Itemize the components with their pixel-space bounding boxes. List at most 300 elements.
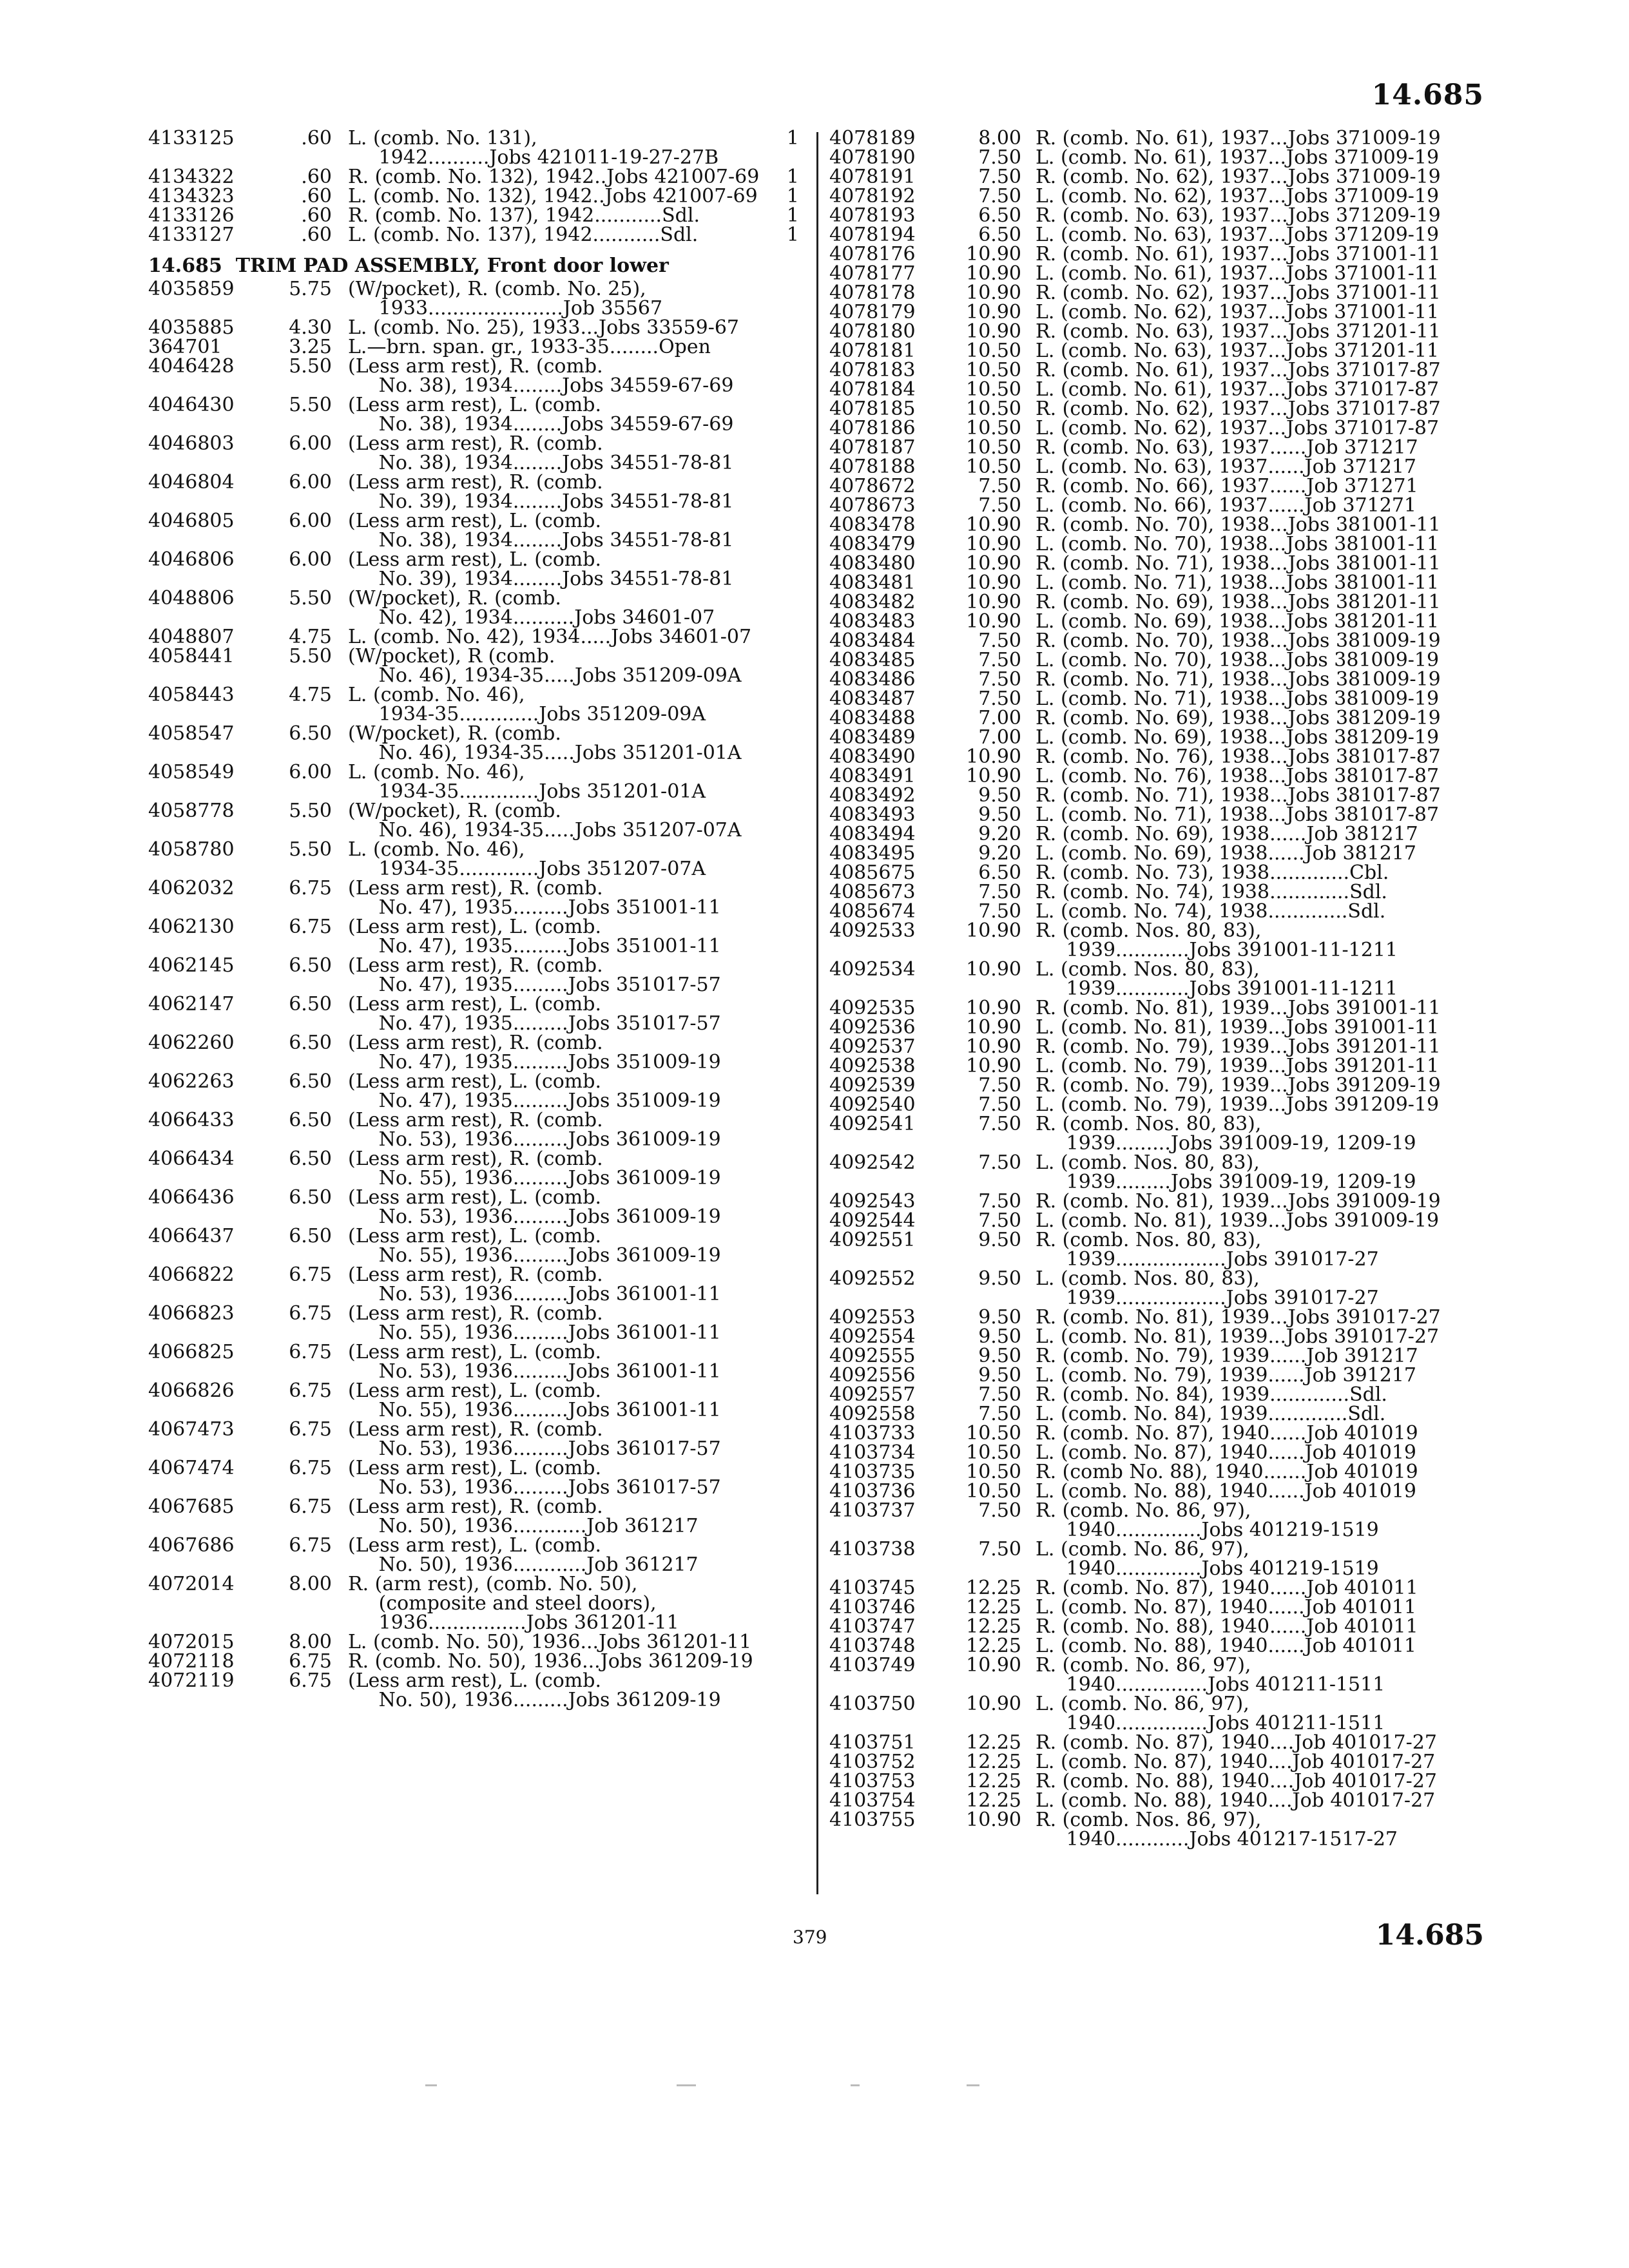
- entry-line: [829, 997, 1441, 1019]
- price: 7.50: [978, 629, 1021, 652]
- price: 7.50: [978, 649, 1021, 671]
- entry-line: [148, 550, 799, 570]
- part-number: 4083480: [829, 552, 916, 575]
- entry-line: [829, 902, 1435, 921]
- entry-line: [829, 204, 1441, 227]
- part-number: 4085673: [829, 881, 916, 903]
- parts-entry: [829, 863, 1435, 883]
- part-number: 4103745: [829, 1577, 916, 1599]
- part-number: 4103752: [829, 1751, 916, 1773]
- price: 12.25: [966, 1770, 1021, 1792]
- part-number: 4083483: [829, 610, 916, 633]
- price: 6.75: [289, 1264, 332, 1286]
- price: 10.90: [966, 282, 1021, 304]
- part-number: 4062032: [148, 877, 235, 899]
- entry-line: [148, 1285, 799, 1304]
- part-number: 4078186: [829, 417, 916, 439]
- price: 10.90: [966, 1693, 1021, 1715]
- price: 9.50: [978, 1306, 1021, 1329]
- entry-line: [829, 359, 1441, 381]
- price: 10.50: [966, 1480, 1021, 1503]
- part-number: 4083491: [829, 765, 916, 787]
- part-number: 4134323: [148, 185, 235, 207]
- parts-entry: [148, 589, 799, 628]
- parts-entry: [829, 1811, 1435, 1849]
- entry-line: [148, 1401, 799, 1420]
- entry-line: [829, 745, 1441, 768]
- description: 1942..........Jobs 421011-19-27-27B: [348, 146, 719, 169]
- part-number: 4092537: [829, 1035, 916, 1058]
- part-number: 4058443: [148, 684, 235, 706]
- entry-line: [148, 782, 799, 802]
- description: No. 46), 1934-35.....Jobs 351201-01A: [348, 742, 742, 764]
- parts-entry: [829, 707, 1441, 729]
- parts-entry: [829, 1016, 1440, 1039]
- parts-entry: [829, 844, 1435, 863]
- parts-entry: [148, 1671, 799, 1710]
- entry-line: [148, 168, 799, 187]
- description: L. (comb. No. 63), 1937...Jobs 371209-19: [1036, 224, 1440, 246]
- description: L. (comb. No. 25), 1933...Jobs 33559-67: [348, 316, 740, 339]
- description: R. (comb. Nos. 80, 83),: [1036, 919, 1262, 942]
- entry-line: [148, 589, 799, 608]
- entry-line: [829, 1521, 1435, 1540]
- parts-entry: [829, 301, 1440, 323]
- price: 7.50: [978, 475, 1021, 497]
- entry-line: [829, 707, 1441, 729]
- price: 7.50: [978, 1190, 1021, 1213]
- parts-entry: [829, 649, 1440, 671]
- price: 6.75: [289, 1302, 332, 1325]
- part-number: 4066434: [148, 1148, 235, 1170]
- entry-line: [148, 647, 799, 666]
- entry-line: [829, 726, 1440, 749]
- description: No. 38), 1934........Jobs 34551-78-81: [348, 529, 734, 552]
- parts-entry: [829, 1656, 1435, 1695]
- description: L. (comb. No. 70), 1938...Jobs 381001-11: [1036, 533, 1440, 555]
- price: 7.50: [978, 668, 1021, 691]
- description: R. (comb. No. 62), 1937...Jobs 371001-11: [1036, 282, 1441, 304]
- description: L. (comb. No. 46),: [348, 838, 525, 861]
- price: 7.50: [978, 494, 1021, 517]
- part-number: 4066825: [148, 1341, 235, 1363]
- price: 6.50: [289, 1070, 332, 1093]
- parts-entry: [148, 1420, 799, 1459]
- part-number: 4078179: [829, 301, 916, 323]
- part-number: 4103737: [829, 1499, 916, 1522]
- parts-entry: [829, 960, 1435, 999]
- entry-line: [829, 1366, 1435, 1385]
- entry-line: [148, 434, 799, 454]
- part-number: 4103733: [829, 1422, 916, 1445]
- entry-line: [148, 415, 799, 434]
- price: 7.50: [978, 881, 1021, 903]
- entry-line: [829, 1830, 1435, 1849]
- entry-line: [829, 1134, 1435, 1153]
- price: 7.50: [978, 1093, 1021, 1116]
- entry-line: [148, 744, 799, 763]
- parts-entry: [829, 1231, 1435, 1269]
- part-number: 4083493: [829, 803, 916, 826]
- parts-entry: [148, 995, 799, 1033]
- scan-speck: [677, 2084, 696, 2086]
- part-number: 4092555: [829, 1345, 916, 1367]
- description: L. (comb. No. 62), 1937...Jobs 371001-11: [1036, 301, 1440, 323]
- parts-entry: [829, 282, 1441, 304]
- price: 9.50: [978, 803, 1021, 826]
- parts-entry: [829, 668, 1441, 691]
- entry-line: [829, 1482, 1435, 1501]
- price: 8.00: [978, 127, 1021, 149]
- parts-entry: [829, 496, 1435, 515]
- price: 10.90: [966, 262, 1021, 285]
- part-number: 4078190: [829, 146, 916, 169]
- description: 1934-35.............Jobs 351209-09A: [348, 703, 706, 726]
- parts-entry: [148, 1111, 799, 1149]
- description: (Less arm rest), R. (comb.: [348, 1148, 603, 1170]
- part-number: 4103753: [829, 1770, 916, 1792]
- entry-line: [148, 318, 799, 338]
- description: L. (comb. No. 81), 1939...Jobs 391001-11: [1036, 1016, 1440, 1039]
- parts-entry: [148, 1652, 799, 1671]
- price: 12.25: [966, 1751, 1021, 1773]
- price: 10.90: [966, 1035, 1021, 1058]
- entry-line: [829, 1074, 1441, 1097]
- description: 1940..............Jobs 401219-1519: [1036, 1519, 1379, 1541]
- part-number: 4078180: [829, 320, 916, 343]
- entry-line: [829, 262, 1440, 285]
- price: 10.50: [966, 436, 1021, 459]
- part-number: 4046805: [148, 510, 235, 532]
- entry-line: [829, 1385, 1435, 1405]
- entry-line: [829, 825, 1435, 844]
- entry-line: [829, 1231, 1435, 1250]
- parts-entry: [829, 1209, 1440, 1232]
- description: L.—brn. span. gr., 1933-35........Open: [348, 336, 711, 358]
- description: R. (comb. No. 88), 1940....Job 401017-27: [1036, 1770, 1437, 1792]
- parts-entry: [829, 1617, 1435, 1637]
- price: 5.50: [289, 645, 332, 668]
- part-number: 4062147: [148, 993, 235, 1015]
- entry-line: [148, 1575, 799, 1594]
- description: R. (comb. No. 63), 1937...Jobs 371209-19: [1036, 204, 1441, 227]
- entry-line: [829, 1733, 1435, 1753]
- part-number: 4085674: [829, 900, 916, 923]
- parts-entry: [829, 784, 1441, 807]
- price: 10.90: [966, 610, 1021, 633]
- description: No. 53), 1936.........Jobs 361017-57: [348, 1476, 721, 1499]
- description: R. (comb. No. 61), 1937...Jobs 371001-11: [1036, 243, 1441, 265]
- description: (Less arm rest), L. (comb.: [348, 548, 601, 571]
- part-number: 4103738: [829, 1538, 916, 1561]
- part-number: 4103747: [829, 1615, 916, 1638]
- description: L. (comb. No. 69), 1938...Jobs 381201-11: [1036, 610, 1440, 633]
- price: 9.50: [978, 1229, 1021, 1251]
- parts-entry: [148, 1227, 799, 1265]
- part-number: 4092539: [829, 1074, 916, 1097]
- description: (Less arm rest), R. (comb.: [348, 877, 603, 899]
- entry-line: [148, 724, 799, 744]
- entry-line: [829, 687, 1440, 710]
- parts-entry: [829, 687, 1440, 710]
- entry-line: [829, 1269, 1435, 1289]
- quantity: 1: [786, 127, 799, 149]
- entry-line: [829, 1093, 1440, 1116]
- entry-line: [829, 533, 1440, 555]
- part-number: 4083487: [829, 687, 916, 710]
- page-number: 379: [793, 1927, 827, 1948]
- part-number: 4092534: [829, 958, 916, 981]
- description: No. 46), 1934-35.....Jobs 351209-09A: [348, 664, 742, 687]
- part-number: 4092554: [829, 1325, 916, 1348]
- price: .60: [301, 224, 332, 246]
- parts-entry: [829, 398, 1441, 420]
- entry-line: [148, 148, 799, 168]
- entry-line: [148, 918, 799, 937]
- description: L. (comb. No. 63), 1937......Job 371217: [1036, 456, 1417, 478]
- description: R. (comb. Nos. 80, 83),: [1036, 1113, 1262, 1135]
- description: R. (comb. Nos. 86, 97),: [1036, 1809, 1262, 1831]
- entry-line: [829, 1714, 1435, 1733]
- page-footer-number: 14.685: [1375, 1919, 1484, 1952]
- price: 12.25: [966, 1577, 1021, 1599]
- parts-entry: [829, 572, 1440, 594]
- description: R. (comb. No. 69), 1938...Jobs 381201-11: [1036, 591, 1441, 613]
- entry-line: [829, 1695, 1435, 1714]
- description: No. 55), 1936.........Jobs 361001-11: [348, 1399, 721, 1421]
- entry-line: [829, 398, 1441, 420]
- parts-entry: [148, 206, 799, 226]
- description: No. 38), 1934........Jobs 34559-67-69: [348, 374, 734, 397]
- part-number: 4046804: [148, 471, 235, 494]
- part-number: 4062260: [148, 1032, 235, 1054]
- entry-line: [148, 1246, 799, 1265]
- description: (Less arm rest), L. (comb.: [348, 1341, 601, 1363]
- entry-line: [829, 784, 1441, 807]
- part-number: 4092558: [829, 1403, 916, 1425]
- price: 10.50: [966, 456, 1021, 478]
- price: 12.25: [966, 1731, 1021, 1754]
- description: L. (comb. No. 87), 1940....Job 401017-27: [1036, 1751, 1436, 1773]
- part-number: 4103748: [829, 1635, 916, 1657]
- description: (Less arm rest), R. (comb.: [348, 1418, 603, 1441]
- part-number: 4103755: [829, 1809, 916, 1831]
- parts-entry: [148, 318, 799, 338]
- entry-line: [829, 552, 1441, 575]
- price: .60: [301, 127, 332, 149]
- part-number: 4134322: [148, 166, 235, 188]
- description: R. (comb. No. 62), 1937...Jobs 371017-87: [1036, 398, 1441, 420]
- entry-line: [148, 666, 799, 686]
- part-number: 4078178: [829, 282, 916, 304]
- entry-line: [829, 863, 1435, 883]
- description: L. (comb. No. 88), 1940....Job 401017-27: [1036, 1789, 1436, 1812]
- price: 10.50: [966, 359, 1021, 381]
- price: 7.50: [978, 1383, 1021, 1406]
- price: 10.90: [966, 765, 1021, 787]
- entry-line: [829, 803, 1440, 826]
- entry-line: [829, 1405, 1435, 1424]
- description: No. 53), 1936.........Jobs 361001-11: [348, 1283, 721, 1305]
- description: (Less arm rest), L. (comb.: [348, 1534, 601, 1557]
- parts-entry: [829, 378, 1440, 401]
- parts-entry: [148, 338, 799, 357]
- entry-line: [829, 1772, 1435, 1791]
- price: 9.50: [978, 1345, 1021, 1367]
- part-number: 4085675: [829, 861, 916, 884]
- parts-entry: [148, 1381, 799, 1420]
- part-number: 4083486: [829, 668, 916, 691]
- price: 10.90: [966, 1654, 1021, 1677]
- entry-line: [148, 1053, 799, 1072]
- price: 9.20: [978, 842, 1021, 865]
- description: L. (comb. No. 62), 1937...Jobs 371009-19: [1036, 185, 1440, 207]
- part-number: 4083489: [829, 726, 916, 749]
- entry-line: [829, 457, 1435, 477]
- part-number: 4092544: [829, 1209, 916, 1232]
- parts-entry: [148, 550, 799, 589]
- part-number: 4066433: [148, 1109, 235, 1131]
- description: L. (comb. No. 79), 1939......Job 391217: [1036, 1364, 1417, 1387]
- entry-line: [829, 668, 1441, 691]
- entry-line: [829, 1443, 1435, 1463]
- entry-line: [829, 649, 1440, 671]
- description: (Less arm rest), L. (comb.: [348, 1070, 601, 1093]
- description: L. (comb. No. 71), 1938...Jobs 381001-11: [1036, 572, 1440, 594]
- description: (Less arm rest), L. (comb.: [348, 993, 601, 1015]
- price: 6.50: [289, 722, 332, 745]
- entry-line: [829, 1153, 1435, 1173]
- price: 7.00: [978, 726, 1021, 749]
- entry-line: [148, 376, 799, 396]
- price: 9.20: [978, 823, 1021, 845]
- parts-entry: [829, 477, 1435, 496]
- description: L. (comb. No. 61), 1937...Jobs 371009-19: [1036, 146, 1440, 169]
- entry-line: [829, 320, 1441, 343]
- entry-line: [829, 1791, 1435, 1811]
- part-number: 4046806: [148, 548, 235, 571]
- entry-line: [829, 301, 1440, 323]
- part-number: 4092535: [829, 997, 916, 1019]
- description: L. (comb. No. 71), 1938...Jobs 381017-87: [1036, 803, 1440, 826]
- part-number: 4092538: [829, 1055, 916, 1077]
- parts-entry: [829, 185, 1440, 207]
- description: 1939..................Jobs 391017-27: [1036, 1248, 1379, 1271]
- parts-entry: [829, 514, 1441, 536]
- price: 6.00: [289, 548, 332, 571]
- part-number: 4078194: [829, 224, 916, 246]
- entry-line: [829, 1190, 1441, 1213]
- entry-line: [829, 572, 1440, 594]
- entry-line: [148, 299, 799, 318]
- description: L. (comb. No. 84), 1939.............Sdl.: [1036, 1403, 1386, 1425]
- description: R. (comb. No. 61), 1937...Jobs 371009-19: [1036, 127, 1441, 149]
- price: 7.50: [978, 1403, 1021, 1425]
- parts-entry: [829, 1055, 1440, 1077]
- description: No. 38), 1934........Jobs 34551-78-81: [348, 452, 734, 474]
- price: 10.50: [966, 1441, 1021, 1464]
- parts-entry: [829, 340, 1440, 362]
- description: L. (comb. No. 42), 1934.....Jobs 34601-07: [348, 626, 752, 648]
- parts-entry: [829, 610, 1440, 633]
- price: 7.50: [978, 900, 1021, 923]
- description: L. (comb. No. 62), 1937...Jobs 371017-87: [1036, 417, 1440, 439]
- parts-entry: [829, 1482, 1435, 1501]
- entry-line: [148, 280, 799, 299]
- description: R. (comb. No. 70), 1938...Jobs 381009-19: [1036, 629, 1441, 652]
- price: 10.90: [966, 572, 1021, 594]
- entry-line: [829, 960, 1435, 979]
- part-number: 4078191: [829, 166, 916, 188]
- price: 12.25: [966, 1635, 1021, 1657]
- price: 10.50: [966, 1422, 1021, 1445]
- description: R. (comb. No. 71), 1938...Jobs 381017-87: [1036, 784, 1441, 807]
- entry-line: [829, 1637, 1435, 1656]
- entry-line: [148, 628, 799, 647]
- price: 6.00: [289, 471, 332, 494]
- description: No. 47), 1935.........Jobs 351017-57: [348, 1012, 721, 1035]
- part-number: 4072015: [148, 1631, 235, 1653]
- description: R. (comb. No. 137), 1942...........Sdl.: [348, 204, 700, 227]
- description: (W/pocket), R (comb.: [348, 645, 555, 668]
- part-number: 4058778: [148, 800, 235, 822]
- entry-line: [148, 879, 799, 898]
- description: L. (comb. No. 71), 1938...Jobs 381009-19: [1036, 687, 1440, 710]
- entry-line: [148, 1594, 799, 1613]
- price: 7.50: [978, 146, 1021, 169]
- entry-line: [829, 1289, 1435, 1308]
- price: 6.75: [289, 1534, 332, 1557]
- entry-line: [148, 860, 799, 879]
- parts-entry: [148, 1459, 799, 1497]
- description: L. (comb. No. 69), 1938......Job 381217: [1036, 842, 1417, 865]
- entry-line: [148, 1671, 799, 1691]
- description: R. (comb. No. 74), 1938.............Sdl.: [1036, 881, 1387, 903]
- description: 1933......................Job 35567: [348, 297, 663, 320]
- price: 7.50: [978, 1074, 1021, 1097]
- description: R. (comb. No. 81), 1939...Jobs 391001-11: [1036, 997, 1441, 1019]
- description: No. 53), 1936.........Jobs 361009-19: [348, 1128, 721, 1151]
- entry-line: [148, 608, 799, 628]
- entry-line: [829, 1347, 1435, 1366]
- description: No. 55), 1936.........Jobs 361001-11: [348, 1321, 721, 1344]
- entry-line: [829, 127, 1441, 149]
- part-number: 4092553: [829, 1306, 916, 1329]
- entry-line: [829, 591, 1441, 613]
- parts-entry: [148, 918, 799, 956]
- description: R. (comb. No. 66), 1937......Job 371271: [1036, 475, 1418, 497]
- parts-entry: [829, 591, 1441, 613]
- parts-entry: [829, 1269, 1435, 1308]
- parts-entry: [829, 243, 1441, 265]
- part-number: 4066822: [148, 1264, 235, 1286]
- part-number: 4083481: [829, 572, 916, 594]
- entry-line: [829, 1753, 1435, 1772]
- description: L. (comb. Nos. 80, 83),: [1036, 1267, 1260, 1290]
- entry-line: [829, 146, 1440, 169]
- entry-line: [148, 1072, 799, 1091]
- price: 10.50: [966, 417, 1021, 439]
- part-number: 4083492: [829, 784, 916, 807]
- parts-entry: [829, 320, 1441, 343]
- price: .60: [301, 185, 332, 207]
- price: 5.50: [289, 587, 332, 610]
- part-number: 4066436: [148, 1186, 235, 1209]
- part-number: 4058441: [148, 645, 235, 668]
- entry-line: [148, 570, 799, 589]
- price: 6.50: [289, 993, 332, 1015]
- description: R. (arm rest), (comb. No. 50),: [348, 1573, 638, 1595]
